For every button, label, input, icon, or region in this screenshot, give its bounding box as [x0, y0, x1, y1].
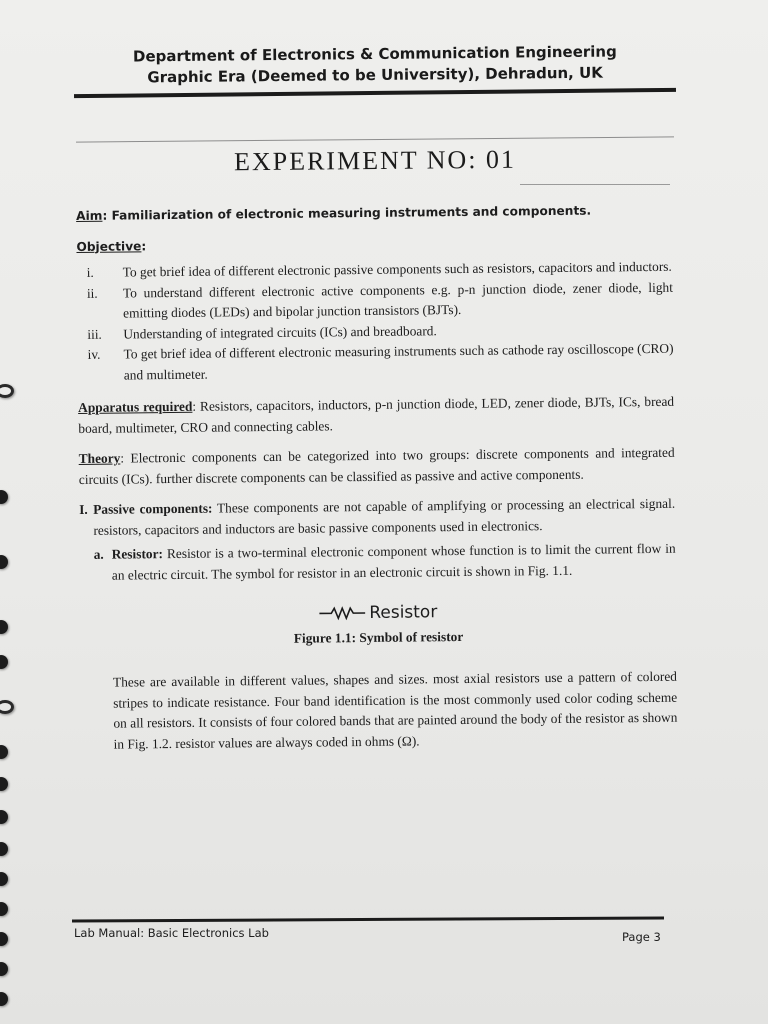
binding-hole-icon: [0, 810, 8, 824]
experiment-title: EXPERIMENT NO: 01: [233, 144, 517, 177]
section-body: These components are not capable of amplifying or processing an electrical signal. resistors, capacitors and inductors are basic passive components used in electronics.: [93, 495, 676, 538]
binding-ring-icon: [0, 700, 14, 714]
list-item-text: Understanding of integrated circuits (ICs) and breadboard.: [123, 322, 437, 342]
binding-hole-icon: [0, 902, 8, 916]
subsection-number: a.: [93, 546, 104, 562]
apparatus-label: Apparatus required: [78, 398, 193, 415]
figure-caption: Figure 1.1: Symbol of resistor: [293, 628, 464, 646]
binding-hole-icon: [0, 490, 8, 504]
list-item-text: To understand different electronic active components e.g. p-n junction diode, zener diode, light emitting diodes (LEDs) and bipolar junction transistors (BJTs).: [122, 279, 673, 321]
resistor-description-paragraph: These are available in different values, shapes and sizes. most axial resistors use a pattern of colored stripes to indicate resistance. Four band identification is the most commonly used color coding scheme on all resistors. It consists of four colored bands that are painted around the body of the resistor as shown in Fig. 1.2. resistor values are always coded in ohms (Ω).: [112, 668, 678, 752]
binding-hole-icon: [0, 777, 8, 791]
binding-ring-icon: [0, 384, 14, 398]
passive-components-section: [79, 494, 675, 541]
footer-page-number: Page 3: [622, 930, 661, 944]
header-line-university: Graphic Era (Deemed to be University), Dehradun, UK: [147, 63, 603, 87]
list-item-number: iv.: [87, 346, 101, 362]
document-body: [76, 200, 678, 755]
subsection-text: [112, 539, 676, 586]
spiral-binding: [0, 0, 14, 1024]
section-number: I.: [79, 501, 88, 517]
section-text: [93, 494, 675, 541]
binding-hole-icon: [0, 620, 8, 634]
objective-list: [77, 257, 674, 386]
subsection-label: Resistor:: [111, 546, 164, 562]
aim-text: : Familiarization of electronic measuring instruments and components.: [102, 203, 592, 223]
list-item: [77, 277, 673, 324]
objective-heading: [76, 230, 672, 257]
department-header: [72, 41, 678, 89]
figure-label: Resistor: [369, 602, 438, 623]
theory-label: Theory: [78, 450, 121, 466]
title-bottom-rule: [520, 184, 670, 185]
binding-hole-icon: [0, 932, 8, 946]
subsection-body: Resistor is a two-terminal electronic component whose function is to limit the current flow in an electric circuit. The symbol for resistor in an electronic circuit is shown in Fig. 1.1.: [111, 540, 676, 583]
theory-text: : Electronic components can be categorized into two groups: discrete components and integrated circuits (ICs). further discrete components can be classified as passive and active components.: [78, 444, 675, 487]
binding-hole-icon: [0, 872, 8, 886]
list-item-number: i.: [86, 264, 94, 280]
resistor-symbol-icon: [319, 606, 365, 620]
binding-hole-icon: [0, 962, 8, 976]
header-line-department: Department of Electronics & Communication Engineering: [132, 42, 617, 66]
objective-suffix: :: [141, 238, 147, 253]
apparatus-text: : Resistors, capacitors, inductors, p-n junction diode, LED, zener diode, BJTs, ICs, bread board, multimeter, CRO and connecting cables.: [78, 393, 675, 436]
binding-hole-icon: [0, 992, 8, 1006]
binding-hole-icon: [0, 745, 8, 759]
binding-hole-icon: [0, 655, 8, 669]
list-item: [77, 339, 673, 386]
binding-hole-icon: [0, 555, 8, 569]
resistor-figure: [80, 600, 676, 627]
list-item-text: To get brief idea of different electronic passive components such as resistors, capacitors and inductors.: [122, 258, 672, 280]
section-label: Passive components:: [93, 500, 213, 517]
list-item-number: iii.: [87, 326, 102, 342]
list-item-text: To get brief idea of different electronic measuring instruments such as cathode ray oscilloscope (CRO) and multimeter.: [123, 340, 674, 383]
aim-label: Aim: [76, 208, 103, 223]
list-item-number: ii.: [86, 285, 98, 301]
footer-manual-title: Lab Manual: Basic Electronics Lab: [74, 926, 269, 940]
theory-paragraph: [79, 443, 675, 490]
binding-hole-icon: [0, 842, 8, 856]
apparatus-paragraph: [78, 392, 674, 439]
resistor-subsection: [94, 539, 676, 586]
objective-label: Objective: [76, 238, 142, 254]
